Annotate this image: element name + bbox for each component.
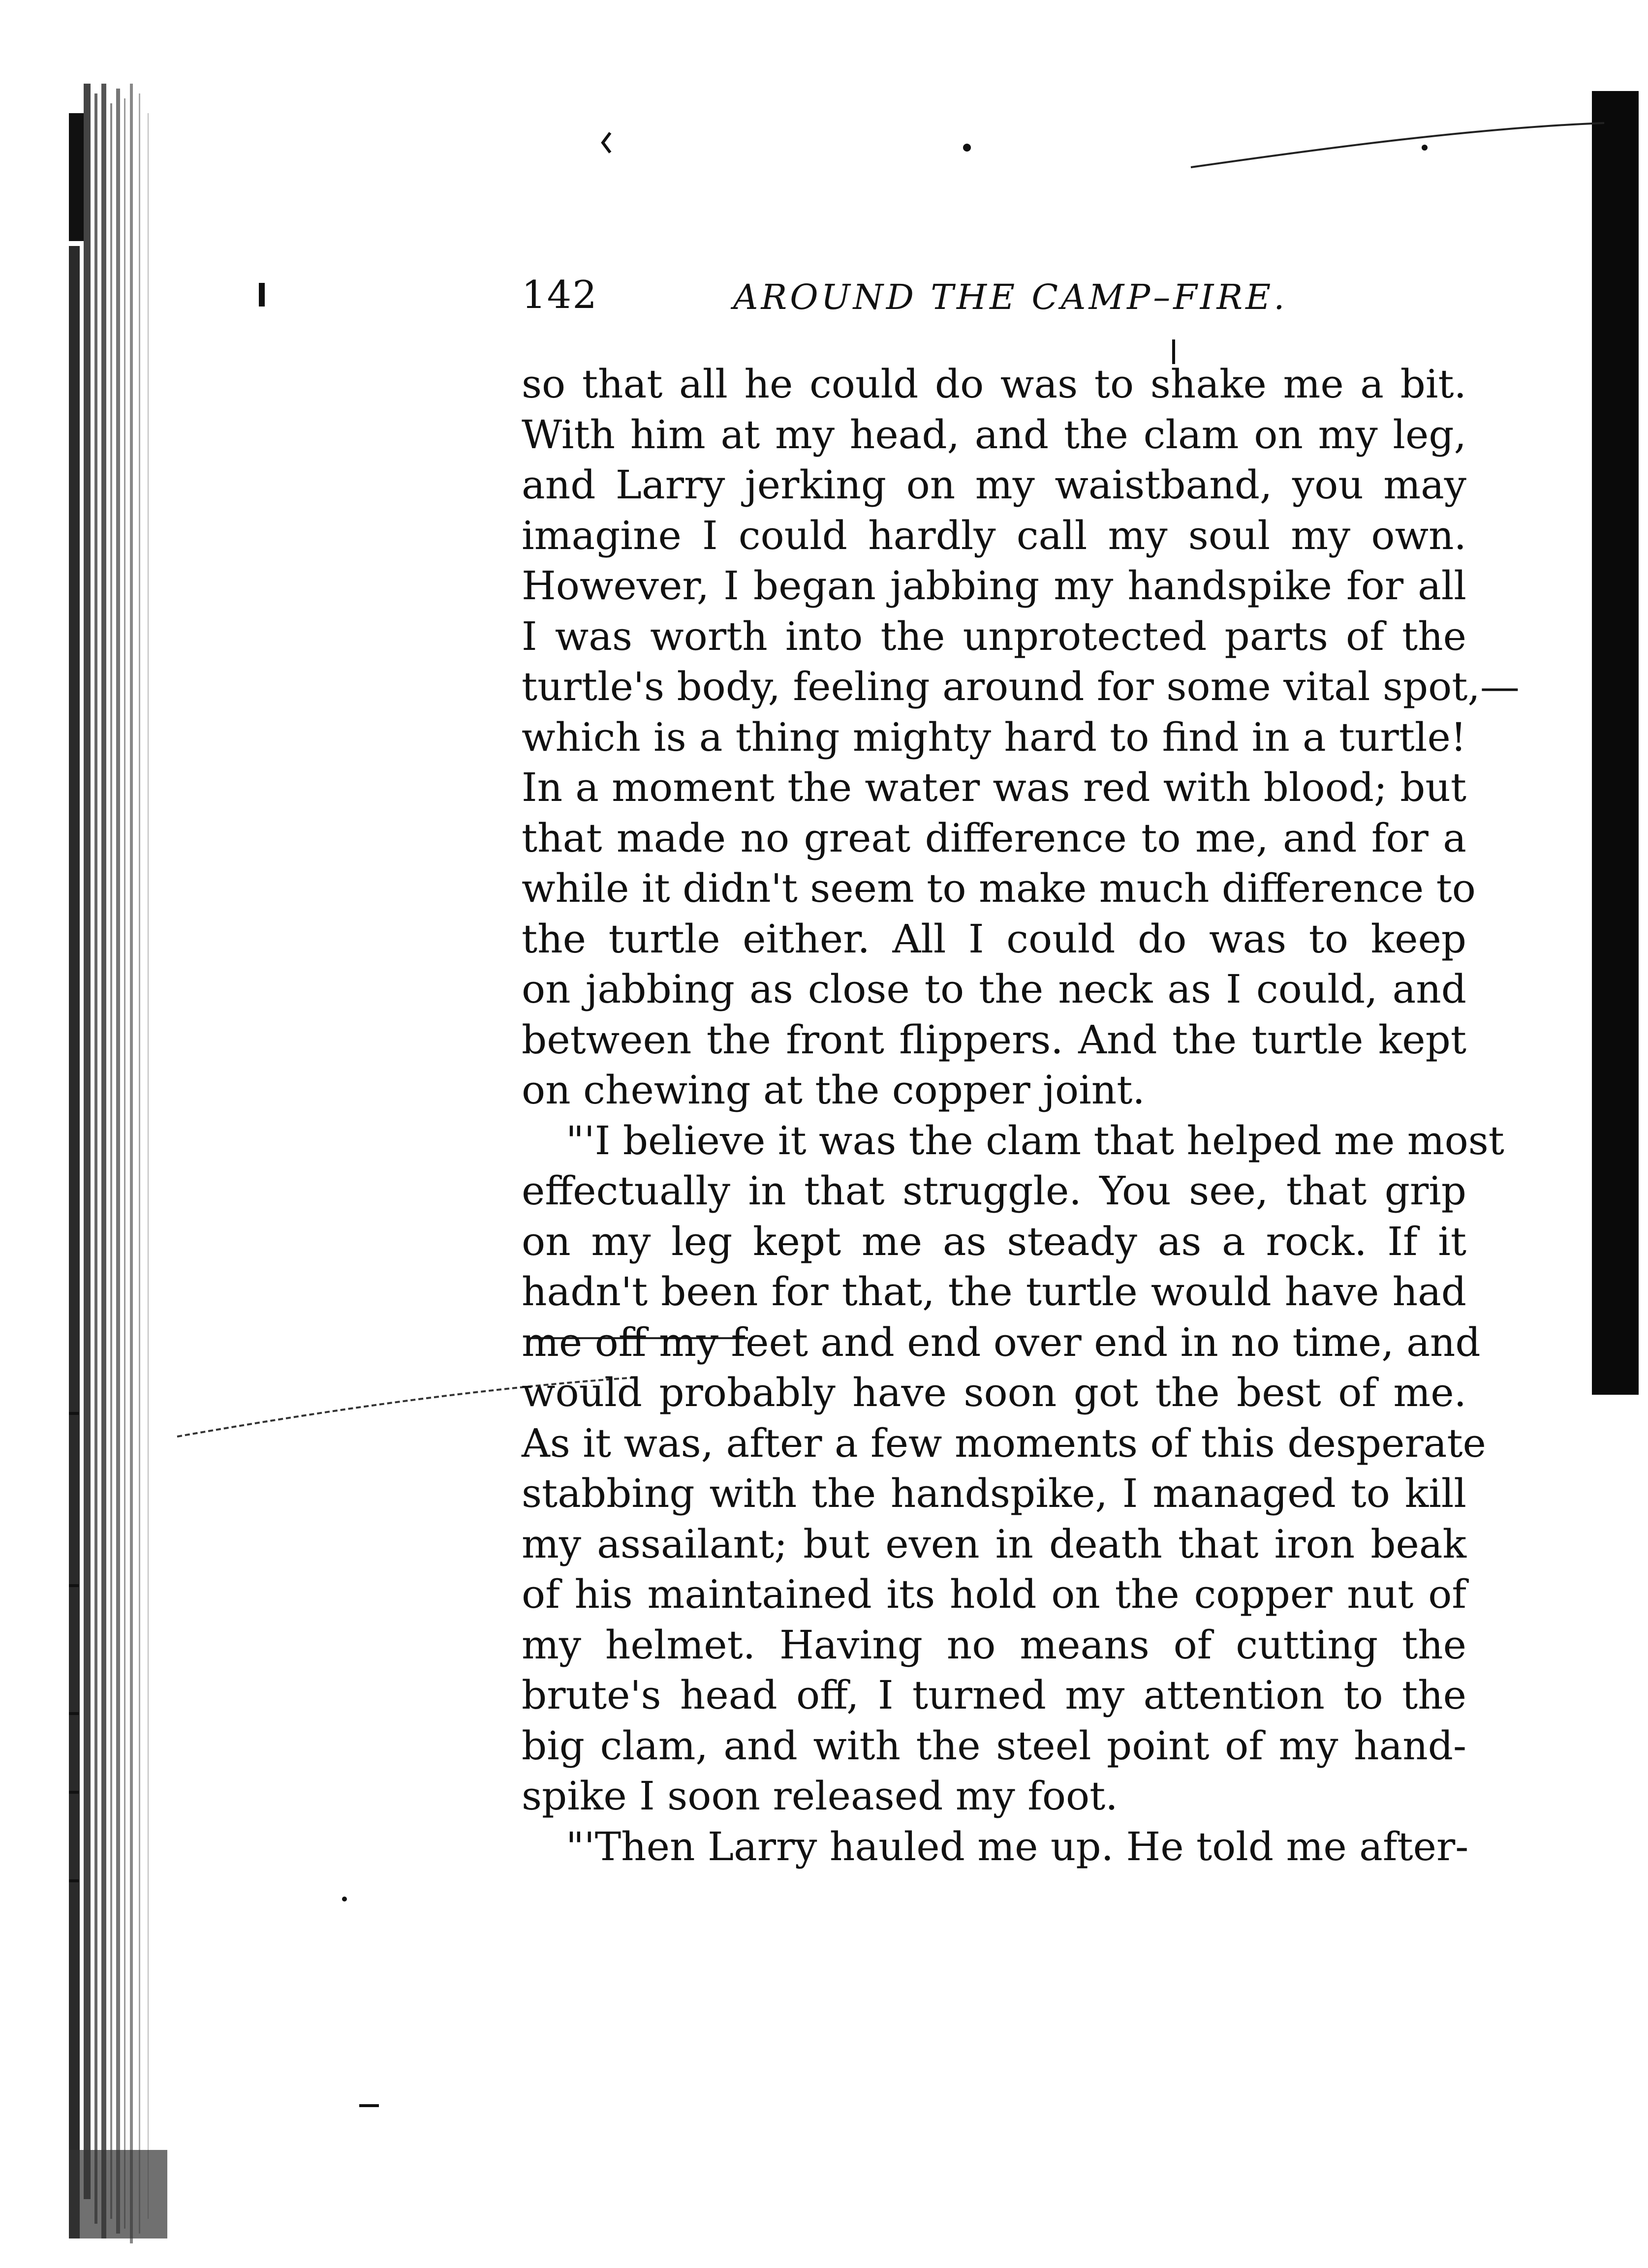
text-line: However, I began jabbing my handspike for all [522,563,1466,609]
text-line: turtle's body, feeling around for some vital spot,— [522,664,1520,709]
text-line: "'Then Larry hauled me up. He told me after- [566,1823,1469,1870]
body-text [522,359,1520,1872]
text-line: I was worth into the unprotected parts of the [522,613,1466,659]
text-line: of his maintained its hold on the copper nut of [522,1571,1466,1617]
text-line: In a moment the water was red with blood; but [522,765,1466,810]
text-line: imagine I could hardly call my soul my own. [522,512,1466,558]
text-line: would probably have soon got the best of me. [522,1370,1466,1415]
text-line: on jabbing as close to the neck as I could, and [522,966,1466,1012]
running-header [522,268,1457,322]
text-line: me off my feet and end over end in no time, and [522,1319,1481,1365]
text-line: which is a thing mighty hard to find in a turtle! [522,714,1466,760]
text-line: between the front flippers. And the turtle kept [522,1016,1466,1063]
text-line: on my leg kept me as steady as a rock. If it [522,1218,1466,1264]
text-line: hadn't been for that, the turtle would have had [522,1269,1466,1315]
text-line: big clam, and with the steel point of my hand- [522,1722,1466,1769]
text-line: As it was, after a few moments of this desperate [522,1420,1486,1466]
text-line: and Larry jerking on my waistband, you may [522,462,1466,508]
text-line: the turtle either. All I could do was to keep [522,916,1466,962]
text-line: my assailant; but even in death that iron beak [522,1521,1466,1567]
text-line: stabbing with the handspike, I managed to kill [522,1471,1466,1516]
text-line: that made no great difference to me, and for a [522,815,1466,861]
text-line: on chewing at the copper joint. [522,1067,1145,1113]
text-line: so that all he could do was to shake me a bit. [522,361,1466,407]
text-line: With him at my head, and the clam on my leg, [522,411,1466,458]
text-line: brute's head off, I turned my attention to the [522,1672,1466,1718]
text-line: spike I soon released my foot. [522,1773,1118,1819]
text-line: "'I believe it was the clam that helped me most [566,1117,1504,1164]
running-title: AROUND THE CAMP–FIRE. [733,277,1288,317]
page-number: 142 [522,273,598,317]
text-line: while it didn't seem to make much difference to [522,865,1476,911]
text-line: my helmet. Having no means of cutting the [522,1622,1466,1668]
text-line: effectually in that struggle. You see, that grip [522,1168,1466,1214]
